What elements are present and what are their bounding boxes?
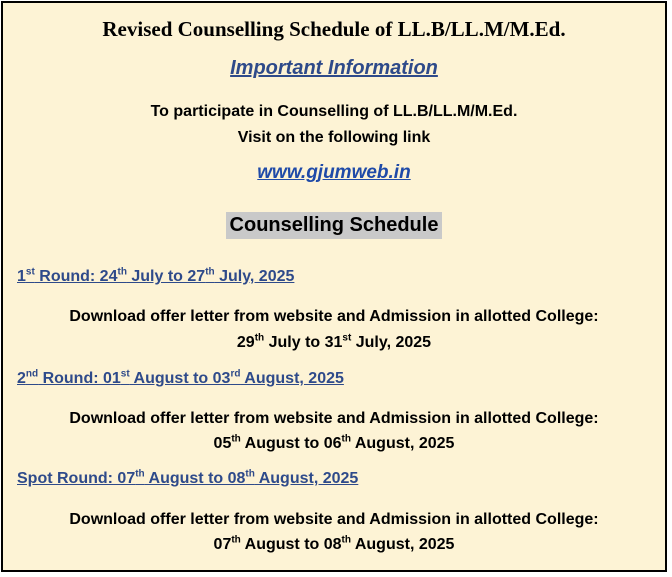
round-2-title: 2nd Round: 01st August to 03rd August, 2025 — [17, 368, 344, 387]
round-1-offer-text: Download offer letter from website and Admission in allotted College: — [69, 308, 599, 325]
schedule-heading-wrap — [3, 212, 665, 239]
spot-round-offer-text: Download offer letter from website and Admission in allotted College: — [69, 511, 599, 528]
participate-line-2: Visit on the following link — [237, 129, 431, 146]
spot-round-title: Spot Round: 07th August to 08th August, 2025 — [17, 468, 359, 487]
round-1-admission-dates: 29th July to 31st July, 2025 — [236, 332, 432, 351]
round-2-offer-text: Download offer letter from website and Admission in allotted College: — [69, 410, 599, 427]
important-information-heading: Important Information — [230, 57, 438, 79]
website-link[interactable]: www.gjumweb.in — [257, 162, 411, 183]
round-1-title: 1st Round: 24th July to 27th July, 2025 — [17, 266, 295, 285]
notice-frame — [1, 1, 667, 572]
notice-title: Revised Counselling Schedule of LL.B/LL.M/M.Ed. — [102, 17, 566, 41]
participate-line-1: To participate in Counselling of LL.B/LL.M/M.Ed. — [150, 103, 518, 120]
participate-text — [3, 99, 665, 151]
round-2-admission-dates: 05th August to 06th August, 2025 — [213, 433, 455, 452]
schedule-heading: Counselling Schedule — [226, 212, 443, 239]
spot-round-admission-dates: 07th August to 08th August, 2025 — [213, 534, 455, 553]
